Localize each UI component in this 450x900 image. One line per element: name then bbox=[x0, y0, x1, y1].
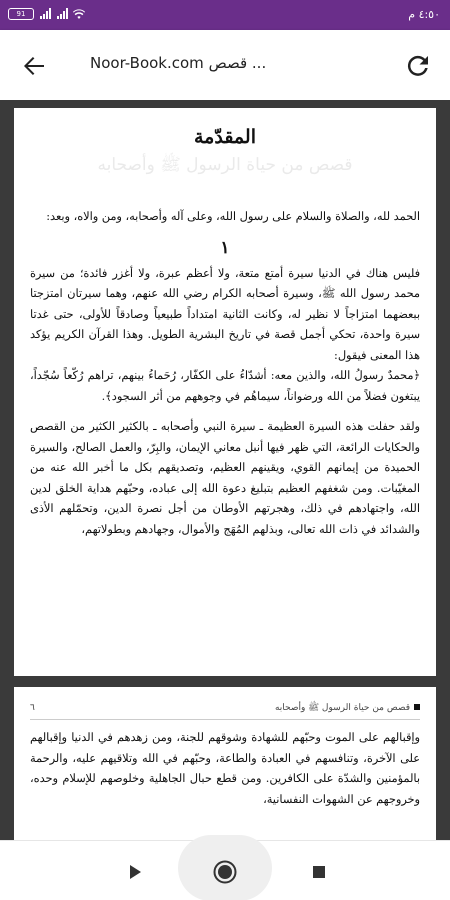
document-page bbox=[14, 108, 436, 676]
page-heading: المقدّمة bbox=[193, 126, 256, 148]
faded-heading: قصص من حياة الرسول ﷺ وأصحابه bbox=[97, 155, 353, 175]
running-head bbox=[30, 701, 420, 720]
play-icon[interactable] bbox=[118, 855, 152, 889]
body-paragraph: وإقبالهم على الموت وحبّهم للشهادة وشوقهم للجنة، ومن زهدهم في الدنيا وإقبالهم على الآخرة، وتنافسهم في العبادة والطاعة، وحبّهم في الله وتلاقيهم عليه، والرحمة بالمؤمنين والشدّة على الكافرين. ومن قطع حبال الجاهلية وخلوصهم للإسلام وحده، وخروجهم عن الشهوات النفسانية، bbox=[30, 731, 420, 806]
body-paragraph: ولقد حفلت هذه السيرة العظيمة ـ سيرة النبي وأصحابه ـ بالكثير الكثير من القصص والحكايات الرائعة، التي ظهر فيها أنبل معاني الإيمان، والبِرّ، والعمل الصالح، والسيرة الحميدة من إيمانهم القوي، ويقينهم العظيم، وتصديقهم بكل ما أخبر الله عنه من المغيّبات. ومن شغفهم العظيم بتبليغ دعوة الله إلى عباده، وحبّهم هداية الخلق لدين الله، واجتهادهم في ذلك، وهجرتهم الأوطان من أجل نصرة الدين، وتحمّلهم الأذى والشدائد في ذات الله تعالى، وبذلهم المُهَج والأموال، وجهادهم وبطولاتهم، bbox=[30, 420, 420, 536]
arrow-left-icon[interactable] bbox=[18, 50, 50, 82]
stop-icon[interactable] bbox=[302, 855, 336, 889]
section-number: ١ bbox=[220, 237, 230, 258]
intro-paragraph: الحمد لله، والصلاة والسلام على رسول الله، وعلى آله وأصحابه، ومن والاه، وبعد: bbox=[46, 210, 420, 223]
body-paragraph: فليس هناك في الدنيا سيرة أمتع متعة، ولا أعظم عبرة، ولا أغزر فائدة؛ من سيرة محمد رسول الله ﷺ، وسيرة أصحابه الكرام رضي الله عنهم، وهما سيرتان امتزجتا ببعضهما امتزاجاً لا نظير له، وكانت الثانية امتداداً طبيعياً وصادقاً للأولى، حتى غدتا سيرة واحدة، تحكي أجمل قصة في تاريخ البشرية الطويل. وهذا القرآن الكريم يؤكد هذا المعنى فيقول: bbox=[30, 266, 420, 362]
record-icon[interactable] bbox=[208, 855, 242, 889]
quran-quote: ﴿محمدٌ رسولُ الله، والذين معه: أشدّاءُ على الكفّار، رُحَماءُ بينهم، تراهم رُكّعاً سُجّداً، يبتغون فضلاً من الله ورضواناً، سيماهُم في وجوههم من أثر السجود﴾. bbox=[30, 369, 420, 403]
app-bar bbox=[0, 30, 450, 100]
battery-icon: 91 bbox=[8, 8, 34, 20]
status-bar bbox=[0, 0, 450, 30]
document-viewer[interactable] bbox=[0, 100, 450, 840]
signal-icon bbox=[39, 8, 51, 20]
page-number: ٦ bbox=[30, 703, 35, 713]
running-head-title-wrap bbox=[275, 701, 420, 715]
refresh-icon[interactable] bbox=[402, 50, 434, 82]
playback-controls bbox=[0, 840, 450, 900]
wifi-icon bbox=[73, 8, 85, 20]
signal-icon bbox=[56, 8, 68, 20]
status-icons bbox=[8, 8, 85, 20]
square-bullet-icon bbox=[414, 704, 420, 710]
status-time: ٤:٥٠ م bbox=[408, 8, 440, 21]
app-title: Noor-Book.com قصص ... bbox=[90, 54, 267, 72]
document-page bbox=[14, 687, 436, 840]
running-head-title: قصص من حياة الرسول ﷺ وأصحابه bbox=[274, 703, 410, 713]
